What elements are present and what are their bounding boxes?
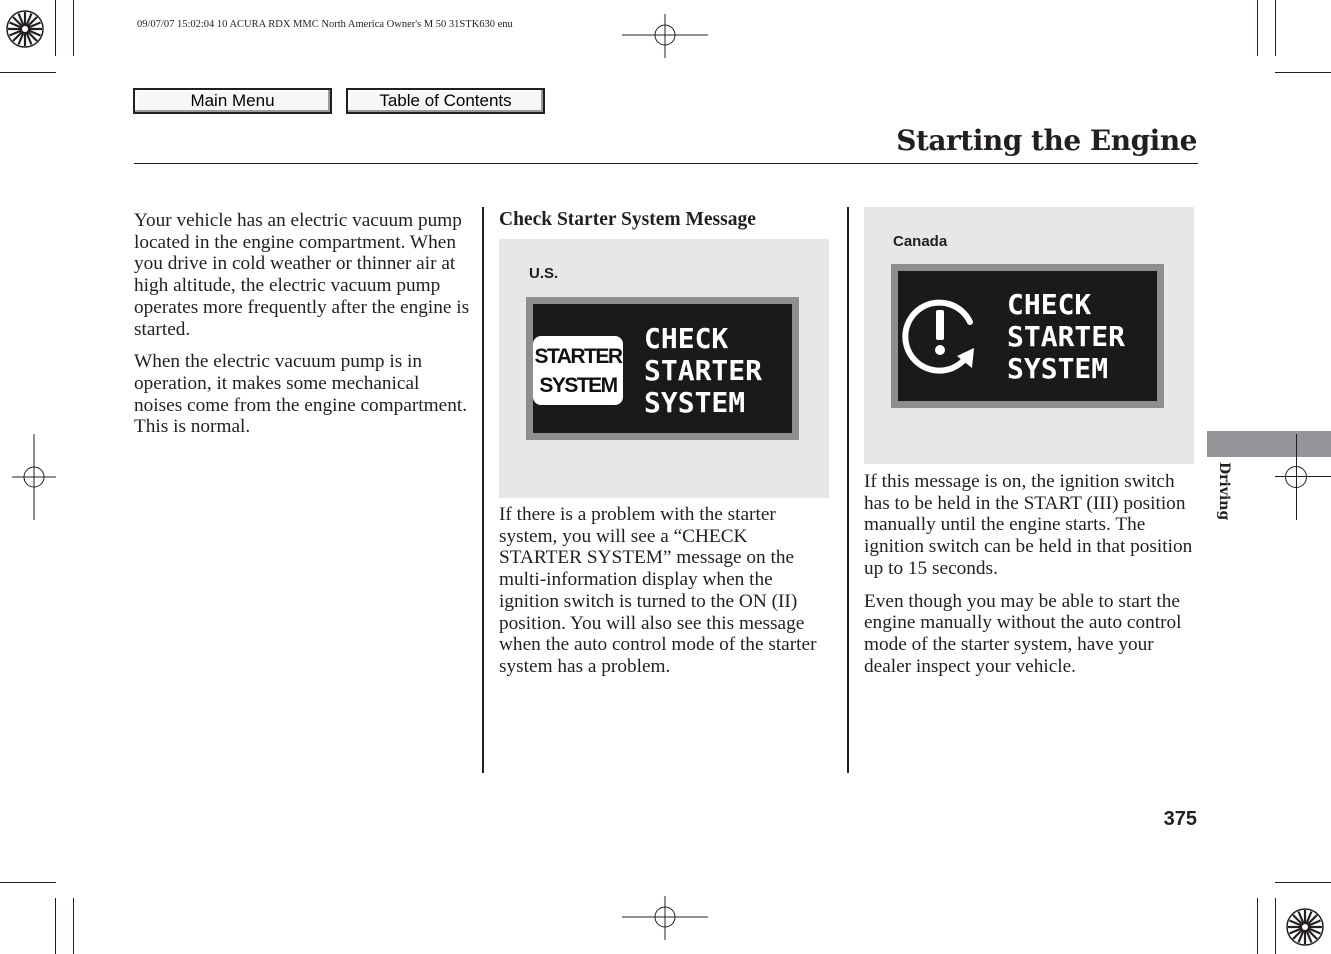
section-tab-label: Driving xyxy=(1216,462,1232,521)
column-2-text xyxy=(499,504,835,689)
table-of-contents-button[interactable]: Table of Contents xyxy=(346,88,545,114)
crosshair-icon xyxy=(622,14,708,58)
paragraph: If this message is on, the ignition switch has to be held in the START (III) position manually until the engine starts. The ignition switch can be held in that position up to 15 seconds. xyxy=(864,471,1193,579)
crosshair-icon xyxy=(12,434,56,520)
badge-line: STARTER xyxy=(534,344,622,368)
page-number: 375 xyxy=(1163,808,1197,830)
crosshair-icon xyxy=(1285,466,1307,488)
display-line: STARTER xyxy=(644,354,763,387)
page-title: Starting the Engine xyxy=(896,124,1197,157)
column-3-text xyxy=(864,471,1200,688)
paragraph: If there is a problem with the starter system, you will see a “CHECK STARTER SYSTEM” message on the multi-information display when the ignition switch is turned to the ON (II) position. You will also see this message when the auto control mode of the starter system has a problem. xyxy=(499,504,817,677)
display-line: CHECK xyxy=(1007,288,1092,321)
column-1 xyxy=(134,210,472,449)
display-frame xyxy=(891,264,1164,408)
display-line: CHECK xyxy=(644,322,729,355)
figure-label: Canada xyxy=(893,233,948,250)
paragraph: When the electric vacuum pump is in operation, it makes some mechanical noises come from the engine compartment. This is normal. xyxy=(134,351,468,438)
us-figure-panel xyxy=(499,239,829,498)
section-tab xyxy=(1207,431,1331,457)
multi-information-display xyxy=(898,271,1157,401)
figure-label: U.S. xyxy=(529,265,559,282)
badge-line: SYSTEM xyxy=(539,373,617,397)
display-frame xyxy=(526,297,799,440)
crosshair-icon xyxy=(622,896,708,940)
column-divider xyxy=(482,207,484,773)
display-message xyxy=(1007,289,1125,385)
display-line: STARTER xyxy=(1007,320,1126,353)
exclamation-restart-icon xyxy=(902,296,984,378)
section-heading: Check Starter System Message xyxy=(499,209,756,230)
multi-information-display xyxy=(533,304,792,433)
paragraph: Your vehicle has an electric vacuum pump located in the engine compartment. When you drive in cold weather or thinner air at high altitude, the electric vacuum pump operates more frequently after the engine is started. xyxy=(134,210,470,340)
registration-mark-icon xyxy=(5,9,45,49)
starter-system-badge xyxy=(533,336,623,405)
canada-figure-panel xyxy=(864,207,1194,464)
print-header: 09/07/07 15:02:04 10 ACURA RDX MMC North America Owner's M 50 31STK630 enu xyxy=(137,19,513,30)
registration-mark-icon xyxy=(1285,907,1325,947)
display-message xyxy=(644,323,762,419)
column-divider xyxy=(847,207,849,773)
paragraph: Even though you may be able to start the engine manually without the auto control mode of the starter system, have your dealer inspect your vehicle. xyxy=(864,590,1182,677)
display-line: SYSTEM xyxy=(1007,352,1109,385)
display-line: SYSTEM xyxy=(644,386,746,419)
main-menu-button[interactable]: Main Menu xyxy=(133,88,332,114)
title-divider xyxy=(134,163,1198,164)
